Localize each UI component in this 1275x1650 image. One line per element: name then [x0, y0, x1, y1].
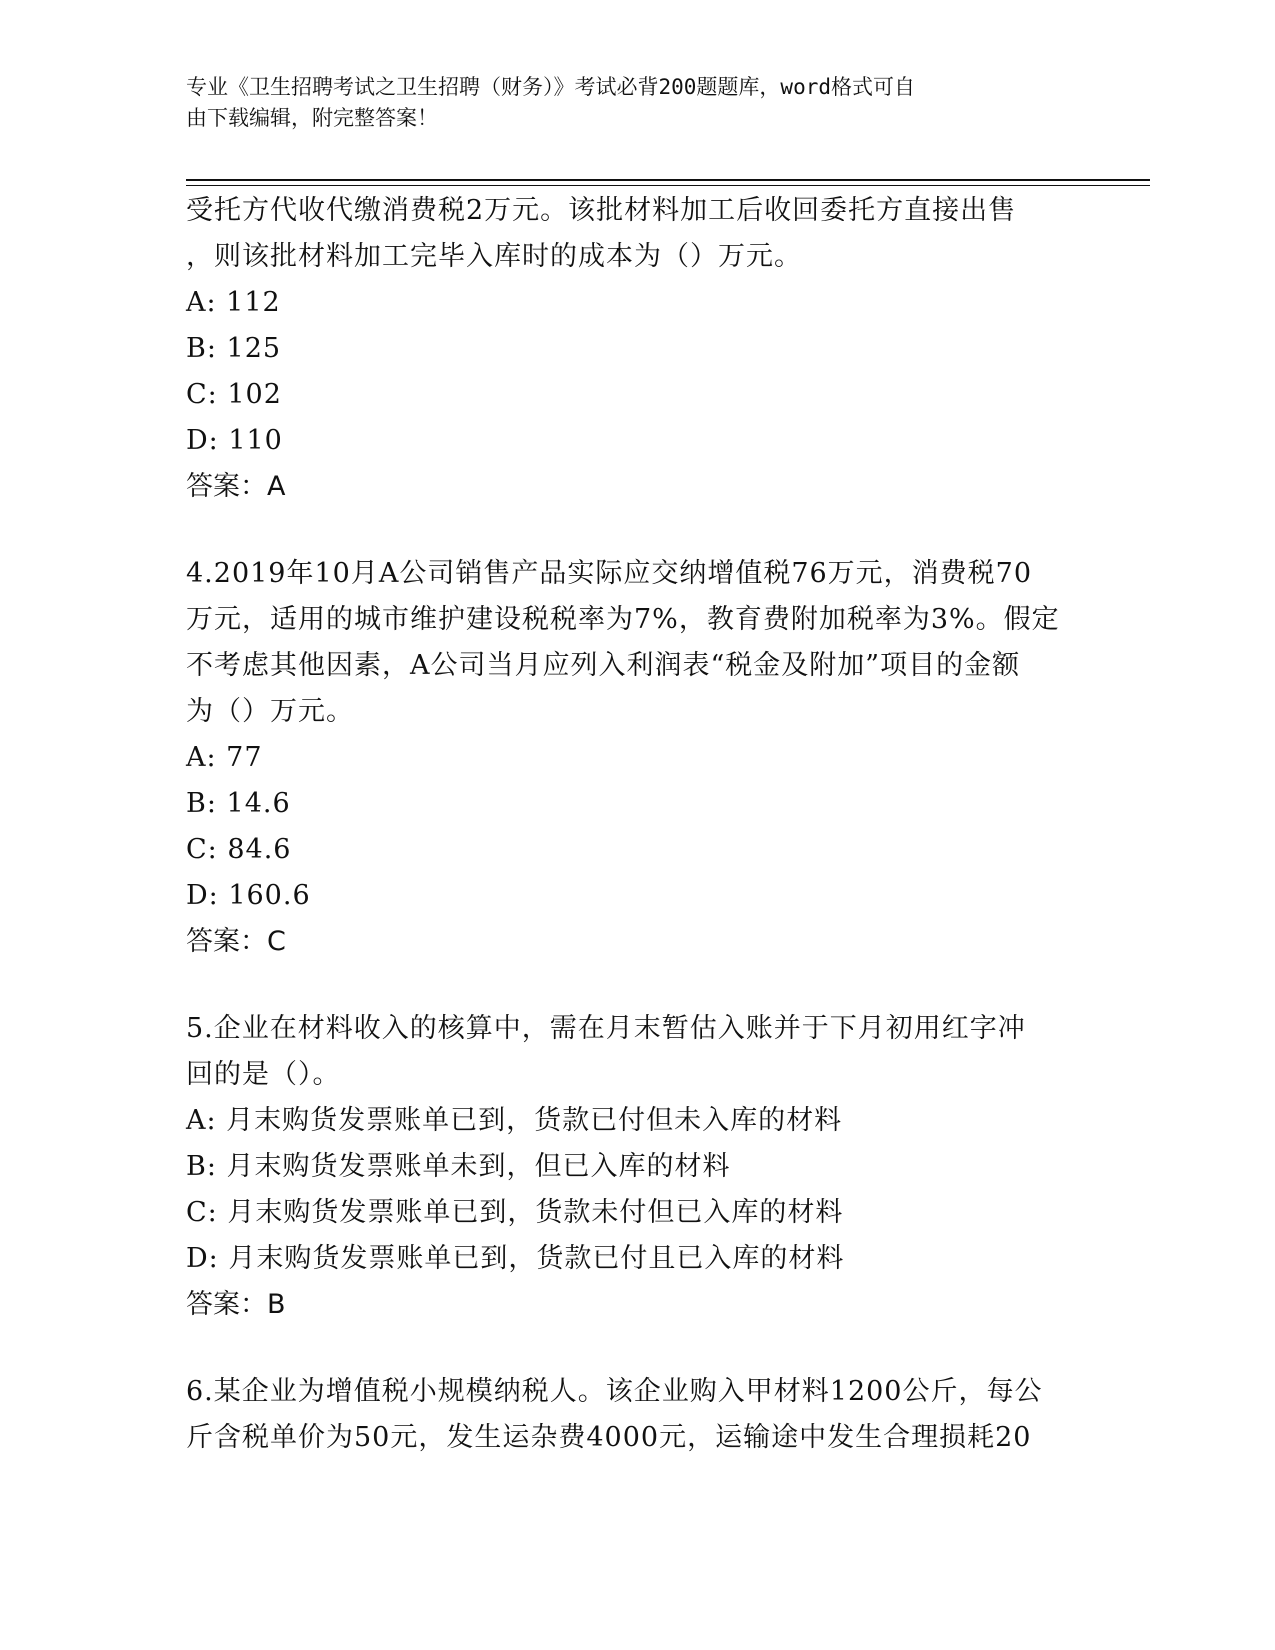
question-4-option-c: C: 84.6: [186, 834, 292, 865]
question-3-line-1: 受托方代收代缴消费税2万元。该批材料加工后收回委托方直接出售: [186, 195, 1017, 226]
question-3-answer: 答案：A: [186, 471, 286, 502]
document-header: [186, 72, 1066, 134]
header-line-1: 专业《卫生招聘考试之卫生招聘（财务）》考试必背200题题库，word格式可自: [186, 75, 915, 99]
question-5: [186, 1006, 1086, 1328]
question-5-option-a: A: 月末购货发票账单已到，货款已付但未入库的材料: [186, 1105, 843, 1136]
question-6-line-2: 斤含税单价为50元，发生运杂费4000元，运输途中发生合理损耗20: [186, 1422, 1032, 1453]
question-4-option-b: B: 14.6: [186, 788, 291, 819]
question-4-line-1: 4.2019年10月A公司销售产品实际应交纳增值税76万元，消费税70: [186, 558, 1033, 589]
question-3: [186, 188, 1086, 510]
question-4-option-a: A: 77: [186, 742, 263, 773]
header-line-2: 由下载编辑，附完整答案！: [186, 106, 438, 130]
question-5-line-2: 回的是（）。: [186, 1059, 341, 1090]
question-5-option-c: C: 月末购货发票账单已到，货款未付但已入库的材料: [186, 1197, 844, 1228]
question-3-option-a: A: 112: [186, 287, 281, 318]
question-3-option-d: D: 110: [186, 425, 283, 456]
question-6-line-1: 6.某企业为增值税小规模纳税人。该企业购入甲材料1200公斤，每公: [186, 1376, 1043, 1407]
spacer: [186, 510, 1086, 551]
header-rule-bottom: [186, 185, 1150, 186]
question-4-option-d: D: 160.6: [186, 880, 311, 911]
question-6: [186, 1369, 1086, 1461]
document-body: [186, 188, 1086, 1461]
question-3-option-b: B: 125: [186, 333, 282, 364]
question-4-line-2: 万元，适用的城市维护建设税税率为7%，教育费附加税率为3%。假定: [186, 604, 1060, 635]
question-4: [186, 551, 1086, 965]
question-4-line-4: 为（）万元。: [186, 696, 354, 727]
question-5-answer: 答案：B: [186, 1289, 286, 1320]
question-4-line-3: 不考虑其他因素，A公司当月应列入利润表“税金及附加”项目的金额: [186, 650, 1021, 681]
spacer: [186, 965, 1086, 1006]
question-3-line-2: ，则该批材料加工完毕入库时的成本为（）万元。: [186, 241, 802, 272]
spacer: [186, 1328, 1086, 1369]
question-3-option-c: C: 102: [186, 379, 282, 410]
question-4-answer: 答案：C: [186, 926, 286, 957]
question-5-option-b: B: 月末购货发票账单未到，但已入库的材料: [186, 1151, 731, 1182]
question-5-option-d: D: 月末购货发票账单已到，货款已付且已入库的材料: [186, 1243, 845, 1274]
question-5-line-1: 5.企业在材料收入的核算中，需在月末暂估入账并于下月初用红字冲: [186, 1013, 1026, 1044]
header-rule-top: [186, 179, 1150, 181]
